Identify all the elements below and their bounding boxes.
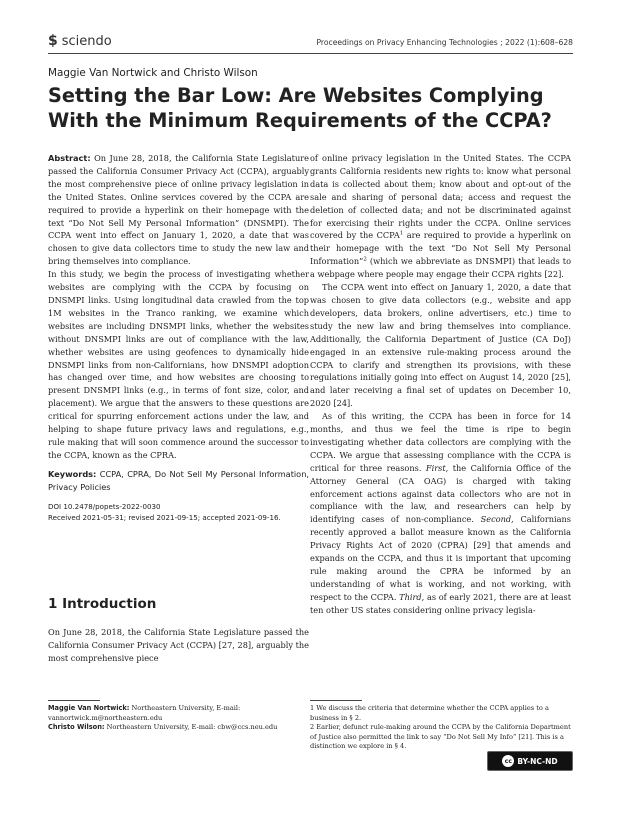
author-line: Maggie Van Nortwick and Christo Wilson — [48, 67, 258, 79]
license-text: BY-NC-ND — [517, 756, 558, 766]
footnote-rule-right — [310, 700, 362, 701]
publisher-name: sciendo — [61, 33, 112, 49]
footnote-ref-2[interactable]: 2 — [363, 256, 367, 263]
affiliation-1-text: Northeastern University, E-mail: vannortwick.m@northeastern.edu — [48, 704, 241, 722]
right-text-1a: of online privacy legislation in the United States. The CCPA grants California residents new rights to: know what personal data is collected about them; know about and opt-out of the sale and sharing of personal data; access and request the deletion of collected data; and not be discriminated against for exercising their rights under the CCPA. Online services covered by the CCPA — [310, 153, 571, 241]
received-dates: Received 2021-05-31; revised 2021-09-15; accepted 2021-09-16. — [48, 512, 281, 522]
doi-block — [48, 501, 309, 523]
abstract-paragraph-1 — [48, 152, 309, 268]
abstract-text-1: On June 28, 2018, the California State Legislature passed the California Consumer Privacy Act (CCPA), arguably the most comprehensive piece of online privacy legislation in the United States. Online services covered by the CCPA are required to provide a hyperlink on their homepage with the text “Do Not Sell My Personal Information” (DNSMPI). The CCPA went into effect on January 1, 2020, a date that was chosen to give data collectors time to study the new law and bring themselves into compliance. — [48, 153, 310, 267]
footnote-1: 1 We discuss the criteria that determine whether the CCPA applies to a business in § 2. — [310, 704, 549, 722]
footnote-2: 2 Earlier, defunct rule-making around the CCPA by the California Department of Justice also permitted the link to say “Do Not Sell My Info” [21]. This is a distinction we explore in § 4. — [310, 723, 571, 751]
keywords — [48, 468, 309, 494]
right-text-3d: as of early 2021, there are at least ten other US states considering online privacy legisla- — [310, 591, 571, 615]
right-text-1b: are required to provide a hyperlink on their homepage with the text “Do Not Sell My Personal Information” — [310, 230, 571, 267]
creative-commons-icon: cc — [502, 755, 514, 767]
doi: DOI 10.2478/popets-2022-0030 — [48, 501, 161, 511]
abstract-paragraph-2: In this study, we begin the process of investigating whether websites are complying with the CCPA by focusing on DNSMPI links. Using longitudinal data crawled from the top 1M websites in the Tranco ranking, we examine which websites are including DNSMPI links, whether the websites without DNSMPI links are out of compliance with the law, whether websites are using geofences to dynamically hide DNSMPI links from non-Californians, how DNSMPI adoption has changed over time, and how websites are choosing to present DNSMPI links (e.g., in terms of font size, color, and placement). We argue that the answers to these questions are critical for spurring enforcement actions under the law, and helping to shape future privacy laws and regulations, e.g., rule making that will soon commence around the successor to the CCPA, known as the CPRA. — [48, 269, 309, 460]
emph-third: Third, — [399, 591, 425, 602]
header-rule — [48, 53, 573, 54]
right-text-3c: Californians recently approved a ballot measure known as the California Privacy Rights Act of 2020 (CPRA) [29] that amends and expands on the CCPA, and thus it is important that upcoming rule making around the CPRA be informed by an understanding of what is working, and not working, with respect to the CCPA. — [310, 514, 571, 602]
affiliation-2 — [48, 723, 310, 733]
journal-reference: Proceedings on Privacy Enhancing Technologies ; 2022 (1):608–628 — [316, 38, 573, 47]
footnotes — [310, 704, 572, 752]
affiliation-1 — [48, 704, 310, 723]
license-badge[interactable] — [487, 751, 573, 771]
right-text-3b: the California Office of the Attorney General (CA OAG) is charged with taking enforcement actions against data collectors who are not in compliance with the law, and researchers can help by identifying cases of non-compliance. — [310, 462, 571, 525]
abstract-label: Abstract: — [48, 153, 91, 163]
intro-paragraph: On June 28, 2018, the California State Legislature passed the California Consumer Privacy Act (CCPA) [27, 28], arguably the most comprehensive piece — [48, 627, 309, 663]
publisher-logo — [48, 33, 112, 49]
keywords-text: CCPA, CPRA, Do Not Sell My Personal Information, Privacy Policies — [48, 468, 309, 492]
section-heading: 1 Introduction — [48, 596, 157, 612]
emph-first: First, — [425, 462, 449, 473]
right-text-1c: (which we abbreviate as DNSMPI) that leads to a webpage where people may engage their CCPA rights [22]. — [310, 256, 571, 280]
right-paragraph-3 — [310, 410, 571, 617]
dollar-s-icon: $ — [48, 33, 58, 49]
right-paragraph-2: The CCPA went into effect on January 1, 2020, a date that was chosen to give data collectors (e.g., website and app developers, data brokers, online advertisers, etc.) time to study the new law and bring themselves into compliance. Additionally, the California Department of Justice (CA DoJ) engaged in an extensive rule-making process around the CCPA to clarify and strengthen its provisions, with these regulations initially going into effect on August 14, 2020 [25], and later receiving a final set of updates on December 10, 2020 [24]. — [310, 282, 571, 409]
footnote-ref-1[interactable]: 1 — [399, 230, 404, 237]
author-affiliations — [48, 704, 310, 733]
footnote-rule-left — [48, 700, 100, 701]
paper-title: Setting the Bar Low: Are Websites Complying With the Minimum Requirements of the CCPA? — [48, 84, 552, 132]
right-paragraph-1 — [310, 152, 571, 281]
right-column — [310, 152, 571, 617]
affiliation-1-name: Maggie Van Nortwick: — [48, 704, 130, 712]
keywords-label: Keywords: — [48, 468, 97, 479]
right-text-3a: As of this writing, the CCPA has been in force for 14 months, and thus we feel the time is ripe to begin investigating whether data collectors are complying with the CCPA. We argue that assessing compliance with the CCPA is critical for three reasons. — [310, 411, 571, 473]
affiliation-2-name: Christo Wilson: — [48, 723, 105, 732]
affiliation-2-text: Northeastern University, E-mail: cbw@ccs.neu.edu — [104, 723, 278, 732]
left-column — [48, 152, 309, 523]
emph-second: Second, — [480, 514, 514, 525]
